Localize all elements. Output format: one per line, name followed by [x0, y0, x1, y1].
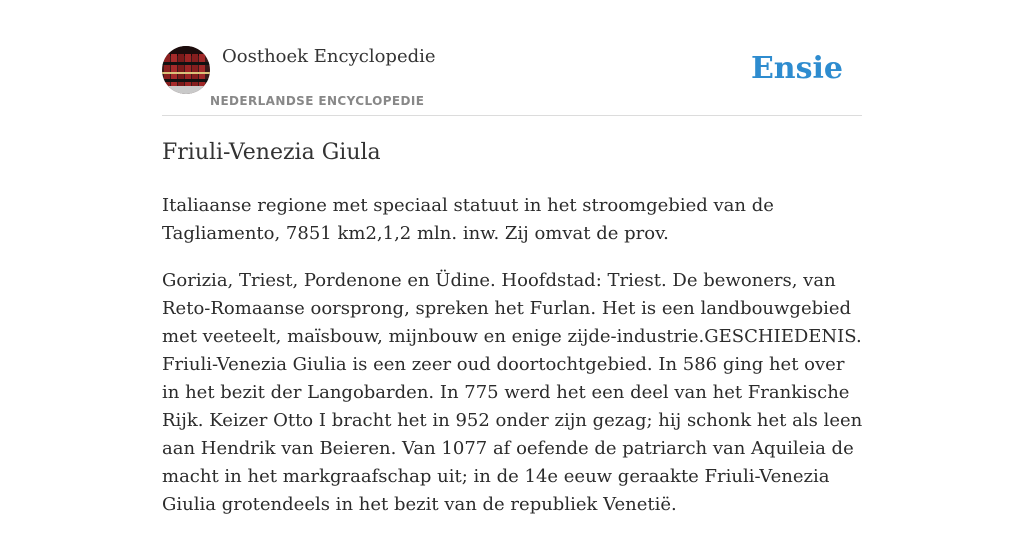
ensie-logo-link[interactable]: Ensie: [750, 51, 843, 86]
site-subtitle: NEDERLANDSE ENCYCLOPEDIE: [210, 94, 425, 108]
encyclopedia-books-icon[interactable]: [162, 46, 210, 94]
site-header: [162, 40, 862, 116]
article-paragraph: Italiaanse regione met speciaal statuut in het stroomgebied van de Tagliamento, 7851 km2,1,2 mln. inw. Zij omvat de prov.: [162, 195, 774, 244]
site-name-link[interactable]: Oosthoek Encyclopedie: [222, 46, 436, 67]
article-paragraph: Gorizia, Triest, Pordenone en Üdine. Hoofdstad: Triest. De bewoners, van Reto-Romaanse oorsprong, spreken het Furlan. Het is een landbouwgebied met veeteelt, maïsbouw, mijnbouw en enige zijde-industrie.GESCHIEDENIS. Friuli-Venezia Giulia is een zeer oud doortochtgebied. In 586 ging het over in het bezit der Langobarden. In 775 werd het een deel van het Frankische Rijk. Keizer Otto I bracht het in 952 onder zijn gezag; hij schonk het als leen aan Hendrik van Beieren. Van 1077 af oefende de patriarch van Aquileia de macht in het markgraafschap uit; in de 14e eeuw geraakte Friuli-Venezia Giulia grotendeels in het bezit van de republiek Venetië.: [162, 270, 863, 515]
article-body: [162, 192, 864, 538]
article-title: Friuli-Venezia Giula: [162, 140, 381, 165]
